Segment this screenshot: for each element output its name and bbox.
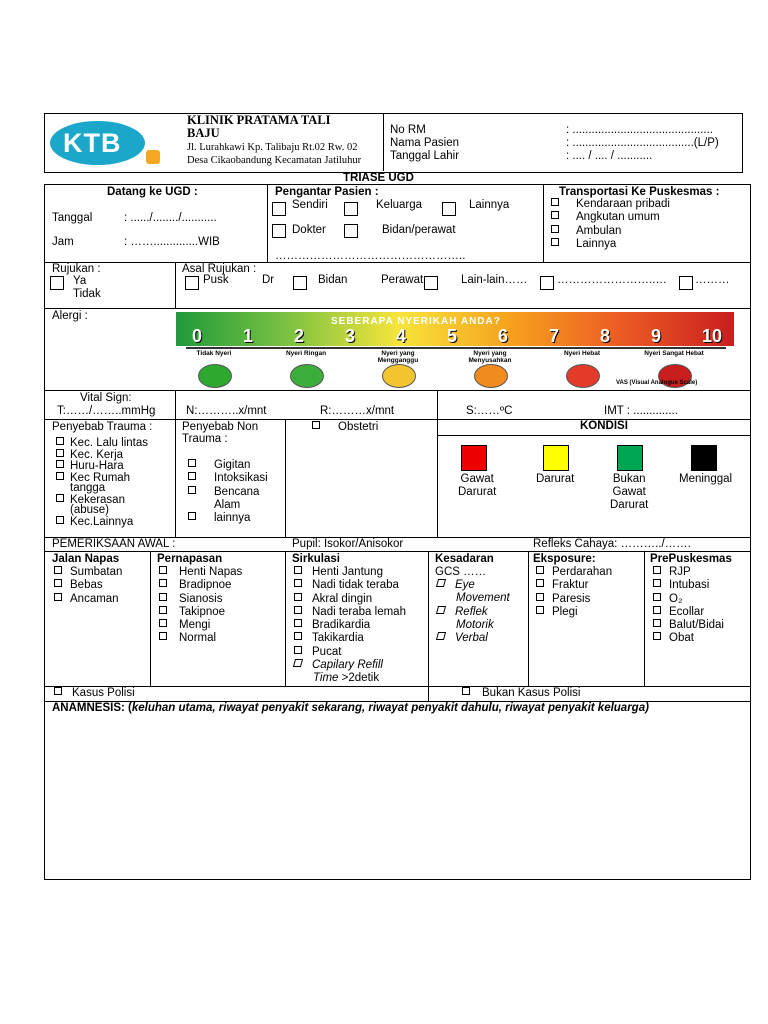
label-lainnya: Lainnya <box>469 199 510 211</box>
pernapasan-list <box>159 566 242 646</box>
clinic-logo <box>50 119 160 167</box>
checkbox-icon[interactable] <box>551 225 559 233</box>
pain-face-icon <box>198 364 232 388</box>
nontrauma-item[interactable]: Intoksikasi <box>188 472 268 485</box>
pain-scale-face-label: Nyeri Ringan <box>285 350 327 357</box>
pernapasan-item[interactable]: Sianosis <box>159 593 242 606</box>
pernapasan-item[interactable]: Henti Napas <box>159 566 242 579</box>
checkbox-ya[interactable] <box>50 276 64 290</box>
eksposure-item[interactable]: Paresis <box>536 593 612 606</box>
jalan-napas-list <box>54 566 122 606</box>
label-dokter: Dokter <box>292 224 326 236</box>
anamnesis-textarea[interactable] <box>46 716 748 876</box>
pemeriksaan-label: PEMERIKSAAN AWAL : <box>52 538 176 550</box>
transport-item[interactable]: Ambulan <box>551 225 670 238</box>
eksposure-item[interactable]: Perdarahan <box>536 566 612 579</box>
nontrauma-list <box>188 459 268 525</box>
datang-heading: Datang ke UGD : <box>107 186 198 198</box>
prepuskesmas-item[interactable]: Balut/Bidai <box>653 619 724 632</box>
prepuskesmas-heading: PrePuskesmas <box>650 553 732 565</box>
obstetri-option[interactable]: Obstetri <box>312 421 378 434</box>
clinic-address-2: Desa Cikaobandung Kecamatan Jatiluhur <box>187 155 362 166</box>
pain-face-icon <box>474 364 508 388</box>
trauma-item[interactable]: Huru-Hara <box>56 460 174 472</box>
vital-s[interactable]: S:……ºC <box>466 405 513 417</box>
kesadaran-item[interactable]: Reflek <box>437 606 510 619</box>
kasus-polisi-option[interactable]: Kasus Polisi <box>54 687 135 700</box>
pernapasan-item[interactable]: Normal <box>159 632 242 645</box>
sirkulasi-item[interactable]: Henti Jantung <box>294 566 406 579</box>
label-bidan: Bidan <box>318 274 348 286</box>
nontrauma-label-2: Trauma : <box>182 433 228 445</box>
eksposure-list <box>536 566 612 619</box>
pain-scale-number: 10 <box>702 326 723 346</box>
clinic-address-1: Jl. Lurahkawi Kp. Talibaju Rt.02 Rw. 02 <box>187 142 358 153</box>
asal-rujukan-label: Asal Rujukan : <box>182 263 257 275</box>
rujukan-label: Rujukan : <box>52 263 101 275</box>
transport-list <box>551 198 670 251</box>
no-rm-label: No RM <box>390 124 426 136</box>
vital-t[interactable]: T:……/……..mmHg <box>57 405 156 417</box>
pain-scale-face-label: Nyeri yang Menyusahkan <box>468 350 512 364</box>
vital-label: Vital Sign: <box>80 392 132 404</box>
nontrauma-label-1: Penyebab Non <box>182 421 259 433</box>
kondisi-bukan-gawat-darurat: Bukan Gawat Darurat <box>610 473 649 511</box>
trauma-item[interactable]: Kec.Lainnya <box>56 516 174 528</box>
pain-scale-number: 8 <box>600 326 611 346</box>
nontrauma-item-cont: Alam <box>214 498 241 511</box>
sirkulasi-item[interactable]: Bradikardia <box>294 619 406 632</box>
trauma-item[interactable]: Kec. Kerja <box>56 449 174 461</box>
pengantar-dots[interactable]: ………………………………………….. <box>275 250 466 262</box>
anamnesis-label: ANAMNESIS: (keluhan utama, riwayat penyakit sekarang, riwayat penyakit dahulu, riwayat penyakit keluarga) <box>52 702 649 714</box>
pain-scale-number: 2 <box>294 326 305 346</box>
jalan-napas-item[interactable]: Ancaman <box>54 593 122 606</box>
trauma-list <box>56 437 174 527</box>
jam-field[interactable]: : ……..............WIB <box>124 236 220 248</box>
clinic-name-line2: BAJU <box>187 126 220 140</box>
kondisi-black-box[interactable] <box>691 445 717 471</box>
checkbox-bidan[interactable] <box>293 276 307 290</box>
header-divider <box>383 114 384 171</box>
label-sendiri: Sendiri <box>292 199 328 211</box>
sirkulasi-item-cont: Time >2detik <box>313 672 380 685</box>
tanggal-label: Tanggal <box>52 212 93 224</box>
sirkulasi-list <box>294 566 406 686</box>
checkbox-bidan-perawat[interactable] <box>344 224 358 238</box>
label-keluarga: Keluarga <box>376 199 423 211</box>
checkbox-perawat[interactable] <box>424 276 438 290</box>
checkbox-keluarga[interactable] <box>344 202 358 216</box>
pain-scale-number: 3 <box>345 326 356 346</box>
kondisi-heading: KONDISI <box>580 420 628 432</box>
pernapasan-item[interactable]: Mengi <box>159 619 242 632</box>
label-dr: Dr <box>262 274 275 286</box>
pain-scale-face-label: Tidak Nyeri <box>196 350 232 357</box>
pain-face-icon <box>290 364 324 388</box>
jalan-napas-item[interactable]: Sumbatan <box>54 566 122 579</box>
prepuskesmas-item[interactable]: Obat <box>653 632 724 645</box>
prepuskesmas-item[interactable]: Ecollar <box>653 606 724 619</box>
eksposure-item[interactable]: Plegi <box>536 606 612 619</box>
trauma-item[interactable]: Kekerasan <box>56 494 174 506</box>
prepuskesmas-item[interactable]: RJP <box>653 566 724 579</box>
trauma-item-cont: tangga <box>70 482 106 494</box>
kondisi-yellow-box[interactable] <box>543 445 569 471</box>
label-ya: Ya <box>73 275 87 287</box>
pain-scale <box>176 312 734 388</box>
pupil-field[interactable]: Pupil: Isokor/Anisokor <box>292 538 404 550</box>
label-pusk: Pusk <box>203 274 229 286</box>
lain-dots-2[interactable]: ……… <box>695 274 730 286</box>
checkbox-icon[interactable] <box>551 198 559 206</box>
vital-n[interactable]: N:………..x/mnt <box>186 405 267 417</box>
pain-scale-number: 4 <box>396 326 407 346</box>
kesadaran-list <box>437 579 510 645</box>
lain-dots-1[interactable]: ……………………..… <box>557 274 667 286</box>
gcs-field[interactable]: GCS …… <box>435 566 487 578</box>
prepuskesmas-item[interactable]: O₂ <box>653 593 724 606</box>
kesadaran-item[interactable]: Verbal <box>437 632 510 645</box>
transport-item[interactable]: Lainnya <box>551 238 670 251</box>
trauma-item[interactable]: Kec. Lalu lintas <box>56 437 174 449</box>
jam-label: Jam <box>52 236 74 248</box>
checkbox-icon[interactable] <box>551 238 559 246</box>
nontrauma-item[interactable]: lainnya <box>188 512 268 525</box>
tanggal-lahir-field[interactable]: : .... / .... / ........... <box>566 150 653 162</box>
kondisi-meninggal: Meninggal <box>679 473 733 485</box>
prepuskesmas-list <box>653 566 724 646</box>
jalan-napas-heading: Jalan Napas <box>52 553 120 565</box>
pain-face-icon <box>382 364 416 388</box>
transport-item[interactable]: Kendaraan pribadi <box>551 198 670 211</box>
checkbox-sendiri[interactable] <box>272 202 286 216</box>
transport-heading: Transportasi Ke Puskesmas : <box>559 186 720 198</box>
trauma-item-cont: (abuse) <box>70 504 109 516</box>
vital-r[interactable]: R:………x/mnt <box>320 405 395 417</box>
label-lain: Lain-lain…… <box>461 274 528 286</box>
alergi-label: Alergi : <box>52 310 88 322</box>
nontrauma-item[interactable]: Gigitan <box>188 459 268 472</box>
sirkulasi-item[interactable]: Pucat <box>294 646 406 659</box>
pernapasan-item[interactable]: Takipnoe <box>159 606 242 619</box>
sirkulasi-item[interactable]: Akral dingin <box>294 593 406 606</box>
pain-scale-number: 0 <box>192 326 203 346</box>
pain-scale-number: 7 <box>549 326 560 346</box>
pengantar-heading: Pengantar Pasien : <box>275 186 379 198</box>
label-tidak: Tidak <box>73 288 101 300</box>
tanggal-lahir-label: Tanggal Lahir <box>390 150 460 162</box>
sirkulasi-item[interactable]: Capilary Refill <box>294 659 406 672</box>
pain-scale-number: 1 <box>243 326 254 346</box>
trauma-item[interactable]: Kec Rumah <box>56 472 174 484</box>
tanggal-field[interactable]: : ....../......../........... <box>124 212 217 224</box>
nontrauma-item[interactable]: Bencana <box>188 486 268 499</box>
nama-pasien-field[interactable]: : ......................................(L/P) <box>566 137 719 149</box>
sirkulasi-item[interactable]: Takikardia <box>294 632 406 645</box>
kesadaran-item[interactable]: Eye <box>437 579 510 592</box>
kesadaran-heading: Kesadaran <box>435 553 494 565</box>
prepuskesmas-item[interactable]: Intubasi <box>653 579 724 592</box>
logo-text: KTB <box>63 128 122 158</box>
jalan-napas-item[interactable]: Bebas <box>54 579 122 592</box>
pain-face-icon <box>566 364 600 388</box>
pernapasan-item[interactable]: Bradipnoe <box>159 579 242 592</box>
sirkulasi-item[interactable]: Nadi tidak teraba <box>294 579 406 592</box>
checkbox-lainnya[interactable] <box>442 202 456 216</box>
label-perawat: Perawat <box>381 274 424 286</box>
checkbox-lain-2[interactable] <box>679 276 693 290</box>
vital-imt[interactable]: IMT : .............. <box>604 405 678 417</box>
bukan-kasus-polisi-option[interactable]: Bukan Kasus Polisi <box>462 687 580 700</box>
kondisi-green-box[interactable] <box>617 445 643 471</box>
kesadaran-item-cont: Motorik <box>456 618 494 631</box>
trauma-label: Penyebab Trauma : <box>52 421 153 433</box>
vas-note: VAS (Visual Analogue Scale) <box>616 380 698 386</box>
kondisi-gawat-darurat: Gawat Darurat <box>458 473 497 498</box>
pain-scale-title: SEBERAPA NYERIKAH ANDA? <box>331 316 501 327</box>
label-bidan-perawat: Bidan/perawat <box>382 224 456 236</box>
kondisi-red-box[interactable] <box>461 445 487 471</box>
kesadaran-item-cont: Movement <box>456 592 510 605</box>
checkbox-lain[interactable] <box>540 276 554 290</box>
clinic-name-line1: KLINIK PRATAMA TALI <box>187 113 331 127</box>
pain-scale-number: 5 <box>447 326 458 346</box>
eksposure-item[interactable]: Fraktur <box>536 579 612 592</box>
pain-scale-face-label: Nyeri Sangat Hebat <box>644 350 704 357</box>
refleks-field[interactable]: Refleks Cahaya: ………../……. <box>533 538 691 550</box>
pain-scale-axis <box>186 347 726 349</box>
sirkulasi-item[interactable]: Nadi teraba lemah <box>294 606 406 619</box>
pain-scale-number: 9 <box>651 326 662 346</box>
form-title: TRIASE UGD <box>343 172 414 184</box>
pain-scale-number: 6 <box>498 326 509 346</box>
pernapasan-heading: Pernapasan <box>157 553 223 565</box>
eksposure-heading: Eksposure: <box>533 553 596 565</box>
checkbox-icon[interactable] <box>551 211 559 219</box>
sirkulasi-heading: Sirkulasi <box>292 553 340 565</box>
pain-scale-face-label: Nyeri Hebat <box>563 350 601 357</box>
checkbox-dokter[interactable] <box>272 224 286 238</box>
no-rm-field[interactable]: : ............................................ <box>566 124 713 136</box>
nama-pasien-label: Nama Pasien <box>390 137 460 149</box>
checkbox-pusk[interactable] <box>185 276 199 290</box>
transport-item[interactable]: Angkutan umum <box>551 211 670 224</box>
pain-scale-face-label: Nyeri yang Mengganggu <box>377 350 419 364</box>
kondisi-darurat: Darurat <box>536 473 575 485</box>
